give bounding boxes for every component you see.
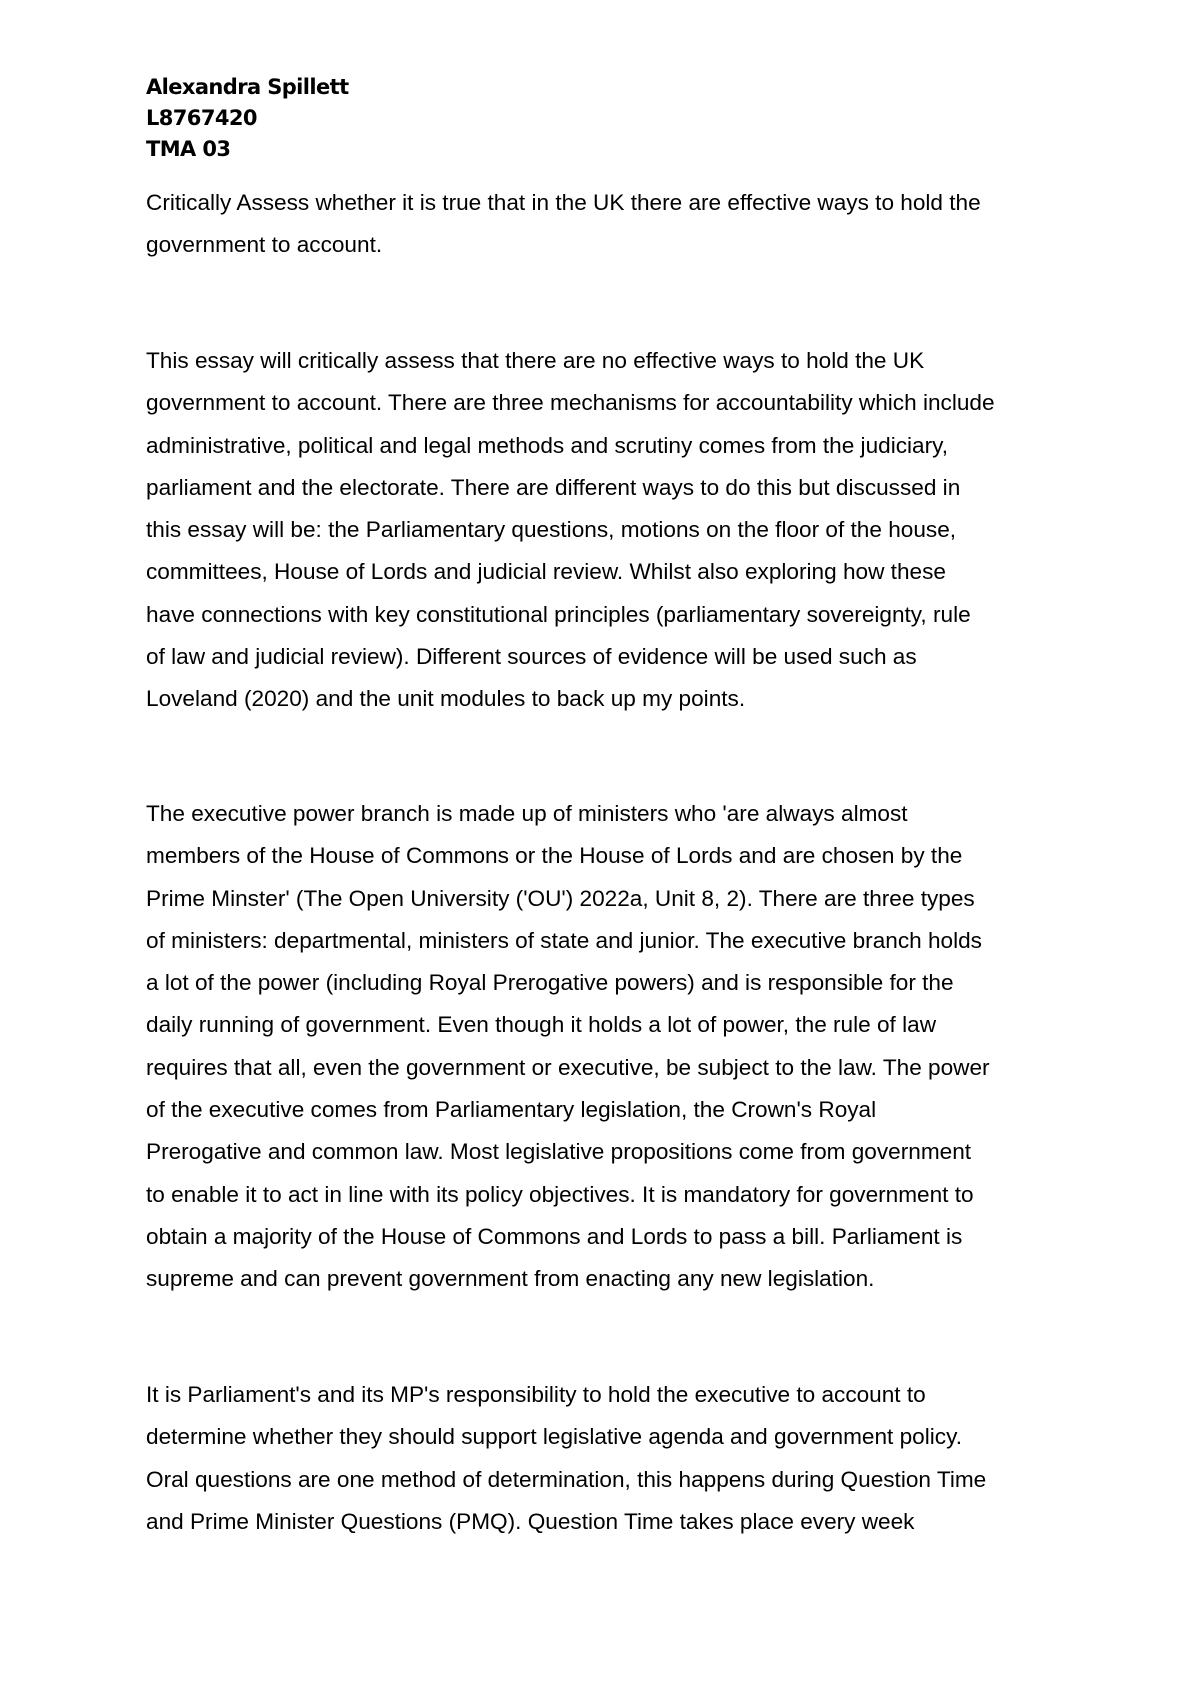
text-line: supreme and can prevent government from enacting any new legislation. <box>146 1266 875 1292</box>
text-line: determine whether they should support legislative agenda and government policy. <box>146 1424 962 1450</box>
document-header <box>146 72 349 165</box>
text-line: of the executive comes from Parliamentary legislation, the Crown's Royal <box>146 1097 877 1123</box>
text-line: of law and judicial review). Different sources of evidence will be used such as <box>146 644 917 670</box>
text-line: daily running of government. Even though it holds a lot of power, the rule of law <box>146 1012 937 1038</box>
text-line: and Prime Minister Questions (PMQ). Question Time takes place every week <box>146 1508 915 1534</box>
paragraph-executive-power <box>146 793 1076 1301</box>
paragraph-parliament-accountability <box>146 1374 1076 1543</box>
text-line: committees, House of Lords and judicial review. Whilst also exploring how these <box>146 559 946 585</box>
text-line: government to account. There are three mechanisms for accountability which include <box>146 390 995 416</box>
text-line: Loveland (2020) and the unit modules to back up my points. <box>146 686 746 712</box>
assignment-code: TMA 03 <box>146 137 231 161</box>
text-line: This essay will critically assess that there are no effective ways to hold the UK <box>146 348 925 373</box>
text-line: administrative, political and legal methods and scrutiny comes from the judiciary, <box>146 432 949 458</box>
text-line: of ministers: departmental, ministers of state and junior. The executive branch holds <box>146 927 982 953</box>
paragraph-introduction <box>146 340 1076 721</box>
text-line: obtain a majority of the House of Commons and Lords to pass a bill. Parliament is <box>146 1223 963 1249</box>
text-line: parliament and the electorate. There are different ways to do this but discussed in <box>146 474 961 500</box>
text-line: to enable it to act in line with its policy objectives. It is mandatory for government to <box>146 1181 974 1207</box>
essay-question <box>146 182 1076 267</box>
question-line: Critically Assess whether it is true that in the UK there are effective ways to hold the <box>146 190 981 215</box>
text-line: this essay will be: the Parliamentary questions, motions on the floor of the house, <box>146 517 957 543</box>
student-id: L8767420 <box>146 106 257 130</box>
text-line: Prime Minster' (The Open University ('OU') 2022a, Unit 8, 2). There are three types <box>146 885 975 911</box>
text-line: Oral questions are one method of determination, this happens during Question Time <box>146 1466 987 1492</box>
text-line: Prerogative and common law. Most legislative propositions come from government <box>146 1139 972 1165</box>
text-line: a lot of the power (including Royal Prerogative powers) and is responsible for the <box>146 970 954 996</box>
text-line: members of the House of Commons or the House of Lords and are chosen by the <box>146 843 963 869</box>
text-line: The executive power branch is made up of ministers who 'are always almost <box>146 801 908 826</box>
text-line: requires that all, even the government or executive, be subject to the law. The power <box>146 1054 990 1080</box>
text-line: It is Parliament's and its MP's responsibility to hold the executive to account to <box>146 1382 926 1407</box>
text-line: have connections with key constitutional principles (parliamentary sovereignty, rule <box>146 601 971 627</box>
author-name: Alexandra Spillett <box>146 75 349 99</box>
question-line: government to account. <box>146 232 383 258</box>
